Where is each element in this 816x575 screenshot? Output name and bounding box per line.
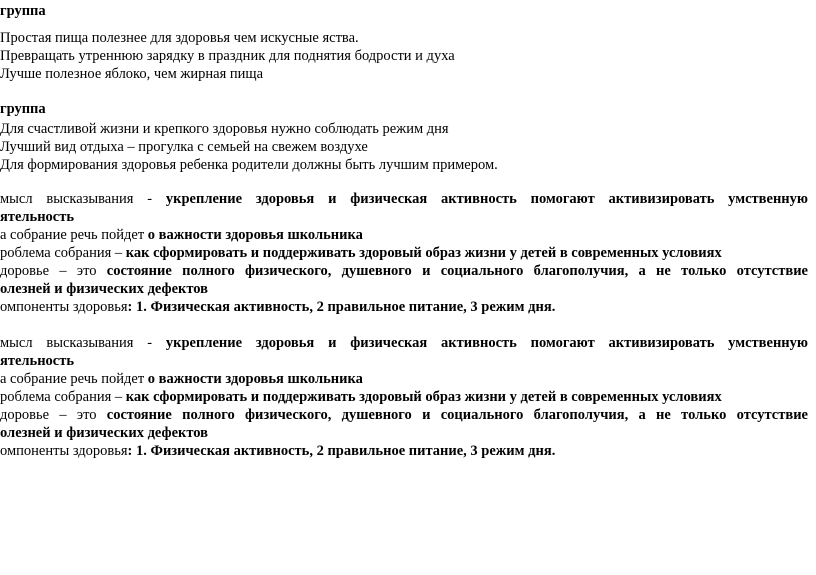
summary-1-meeting-value: о важности здоровья школьника bbox=[147, 227, 363, 243]
summary-1-components-line bbox=[0, 298, 808, 316]
summary-2-components-value: : 1. Физическая активность, 2 правильное питание, 3 режим дня. bbox=[127, 443, 556, 459]
summary-2-meaning-label: мысл высказывания - bbox=[0, 335, 153, 351]
group-1-item-2: Превращать утреннюю зарядку в праздник для поднятия бодрости и духа bbox=[0, 48, 455, 64]
summary-2-health-line bbox=[0, 406, 808, 424]
summary-1-health-value: состояние полного физического, душевного и социального благополучия, а не только отсутствие bbox=[106, 263, 808, 279]
summary-2-meaning-value: укрепление здоровья и физическая активность помогают активизировать умственную bbox=[165, 335, 808, 351]
summary-1-components-value: : 1. Физическая активность, 2 правильное питание, 3 режим дня. bbox=[127, 299, 556, 315]
summary-1-meaning-label: мысл высказывания - bbox=[0, 191, 153, 207]
summary-1-problem-line bbox=[0, 244, 808, 262]
summary-2-meeting-label: а собрание речь пойдет bbox=[0, 371, 145, 387]
summary-1-components-label: омпоненты здоровья bbox=[0, 299, 128, 315]
summary-2-health-label: доровье – это bbox=[0, 407, 97, 423]
summary-2-health-value-cont: олезней и физических дефектов bbox=[0, 425, 209, 441]
summary-1-meaning-value-cont: ятельность bbox=[0, 209, 75, 225]
group-2-item-3: Для формирования здоровья ребенка родители должны быть лучшим примером. bbox=[0, 157, 498, 173]
summary-2-problem-label: роблема собрания – bbox=[0, 389, 123, 405]
group-2-heading: группа bbox=[0, 101, 46, 117]
summary-1-health-value-cont: олезней и физических дефектов bbox=[0, 281, 209, 297]
group-2-item-1: Для счастливой жизни и крепкого здоровья нужно соблюдать режим дня bbox=[0, 121, 449, 137]
summary-2-meaning-line bbox=[0, 334, 808, 352]
summary-2-health-value: состояние полного физического, душевного и социального благополучия, а не только отсутствие bbox=[106, 407, 808, 423]
summary-1-meaning-value: укрепление здоровья и физическая активность помогают активизировать умственную bbox=[165, 191, 808, 207]
group-1-heading: группа bbox=[0, 3, 46, 19]
summary-1-meaning-line bbox=[0, 190, 808, 208]
summary-2-problem-value: как сформировать и поддерживать здоровый образ жизни у детей в современных условиях bbox=[125, 389, 722, 405]
group-1-item-1: Простая пища полезнее для здоровья чем искусные яства. bbox=[0, 30, 359, 46]
summary-1-problem-label: роблема собрания – bbox=[0, 245, 123, 261]
summary-1-health-label: доровье – это bbox=[0, 263, 97, 279]
group-1-item-3: Лучше полезное яблоко, чем жирная пища bbox=[0, 66, 264, 82]
summary-2-problem-line bbox=[0, 388, 808, 406]
summary-2-components-label: омпоненты здоровья bbox=[0, 443, 128, 459]
summary-2-components-line bbox=[0, 442, 808, 460]
summary-1-meeting-label: а собрание речь пойдет bbox=[0, 227, 145, 243]
summary-2-meaning-value-cont: ятельность bbox=[0, 353, 75, 369]
summary-2-meeting-line bbox=[0, 370, 808, 388]
summary-1-problem-value: как сформировать и поддерживать здоровый образ жизни у детей в современных условиях bbox=[125, 245, 722, 261]
summary-1-meeting-line bbox=[0, 226, 808, 244]
summary-2-meeting-value: о важности здоровья школьника bbox=[147, 371, 363, 387]
group-2-item-2: Лучший вид отдыха – прогулка с семьей на свежем воздухе bbox=[0, 139, 368, 155]
summary-1-health-line bbox=[0, 262, 808, 280]
